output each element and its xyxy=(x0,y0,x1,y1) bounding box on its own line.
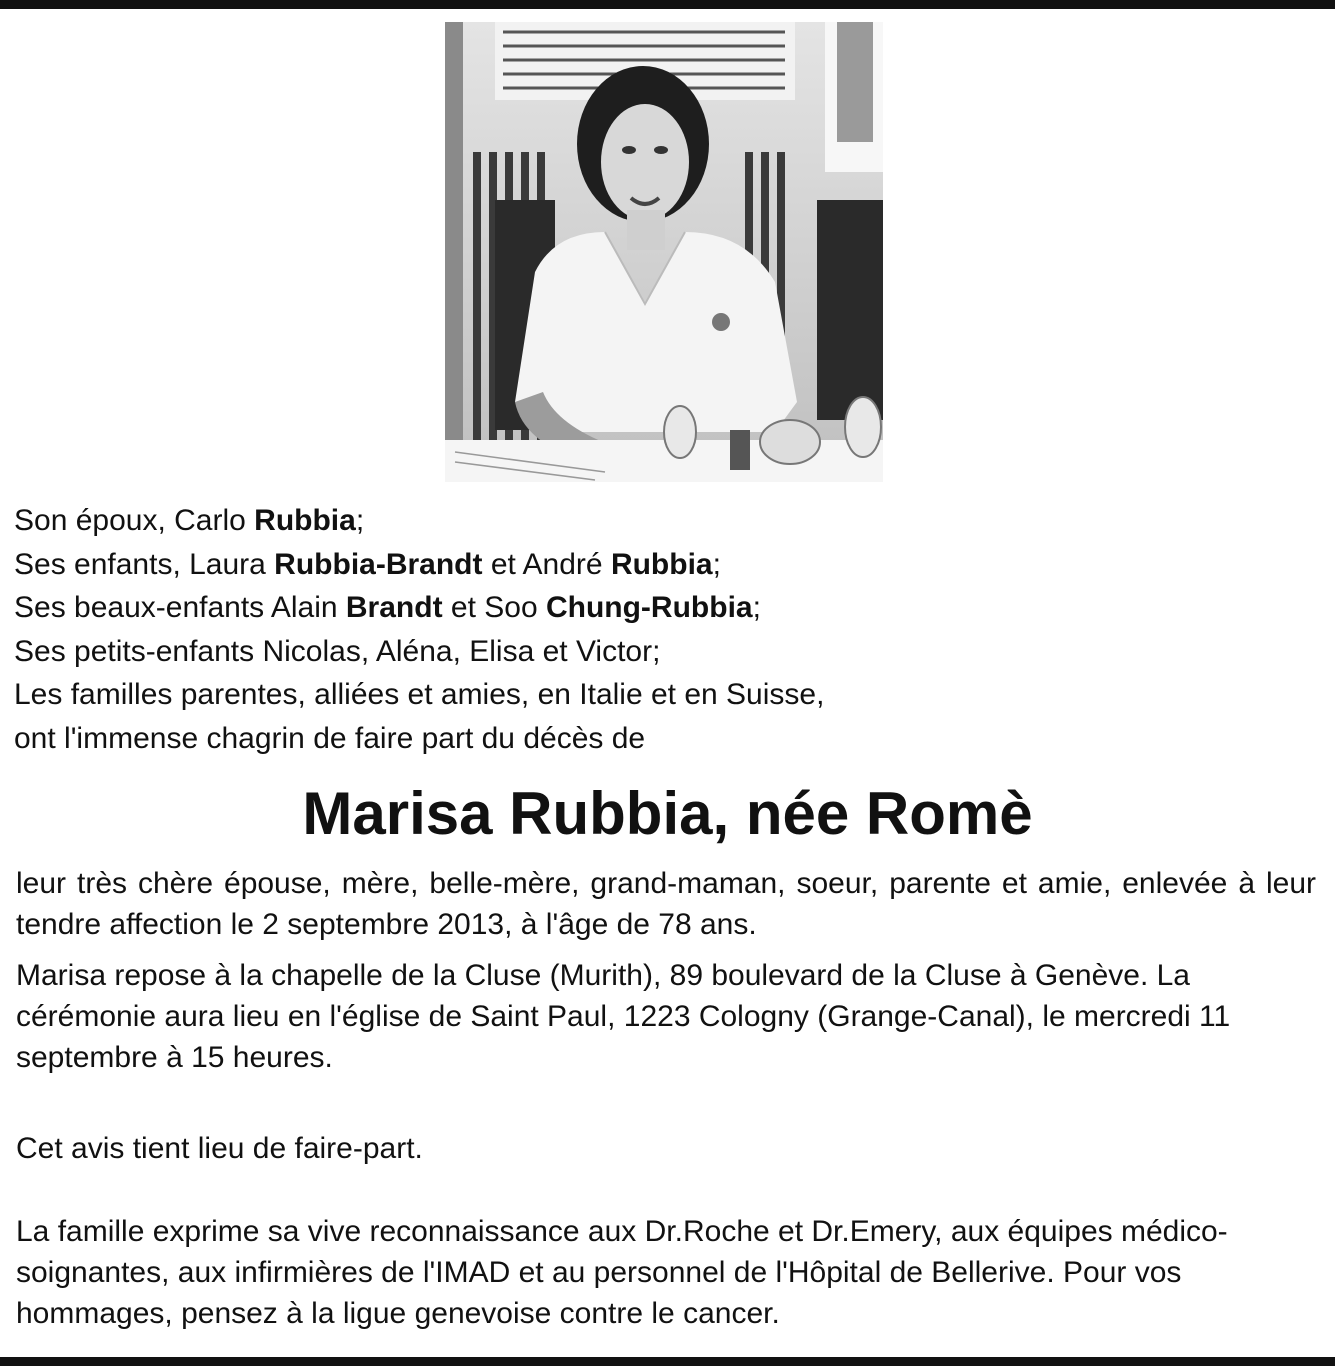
top-rule xyxy=(0,0,1335,9)
family-text: ; xyxy=(752,591,761,624)
family-text: Les familles parentes, alliées et amies, en Italie et en Suisse, xyxy=(14,678,825,711)
family-surname: Brandt xyxy=(345,591,443,624)
family-text: Ses enfants, Laura xyxy=(14,547,275,581)
family-text: ont l'immense chagrin de faire part du décès de xyxy=(14,721,646,755)
family-text: et André xyxy=(482,547,611,581)
deceased-name: Marisa Rubbia, née Romè xyxy=(302,780,1033,847)
family-line xyxy=(14,586,1014,630)
family-text: Ses beaux-enfants Alain xyxy=(14,591,346,624)
family-text: et Soo xyxy=(442,591,546,624)
family-text: ; xyxy=(355,504,365,537)
family-line xyxy=(14,673,1014,717)
family-surname: Rubbia xyxy=(610,547,713,581)
family-surname: Chung-Rubbia xyxy=(545,591,753,624)
family-text: Son époux, Carlo xyxy=(14,504,255,537)
family-text: ; xyxy=(712,547,721,581)
notice-paragraph: Cet avis tient lieu de faire-part. xyxy=(16,1132,423,1165)
family-line xyxy=(14,543,1014,587)
bottom-rule xyxy=(0,1357,1335,1366)
family-surname: Rubbia xyxy=(254,504,356,537)
portrait-photo-icon xyxy=(445,22,883,482)
thanks-paragraph: La famille exprime sa vive reconnaissance aux Dr.Roche et Dr.Emery, aux équipes médico-soignantes, aux infirmières de l'IMAD et au personnel de l'Hôpital de Bellerive. Pour vos hommages, pensez à la ligue genevoise contre le cancer. xyxy=(16,1215,1228,1330)
family-text: Ses petits-enfants Nicolas, Aléna, Elisa et Victor; xyxy=(14,634,661,668)
ceremony-paragraph: Marisa repose à la chapelle de la Cluse (Murith), 89 boulevard de la Cluse à Genève. La cérémonie aura lieu en l'église de Saint Paul, 1223 Cologny (Grange-Canal), le mercredi 11 septembre à 15 heures. xyxy=(16,959,1231,1074)
family-line xyxy=(14,717,1014,761)
family-line xyxy=(14,630,1014,674)
family-line xyxy=(14,499,1014,543)
portrait-photo xyxy=(445,22,883,482)
description-paragraph: leur très chère épouse, mère, belle-mère, grand-maman, soeur, parente et amie, enlevée à leur tendre affection le 2 septembre 2013, à l'âge de 78 ans. xyxy=(16,867,1316,941)
family-list xyxy=(14,499,1014,760)
family-surname: Rubbia-Brandt xyxy=(274,547,483,581)
